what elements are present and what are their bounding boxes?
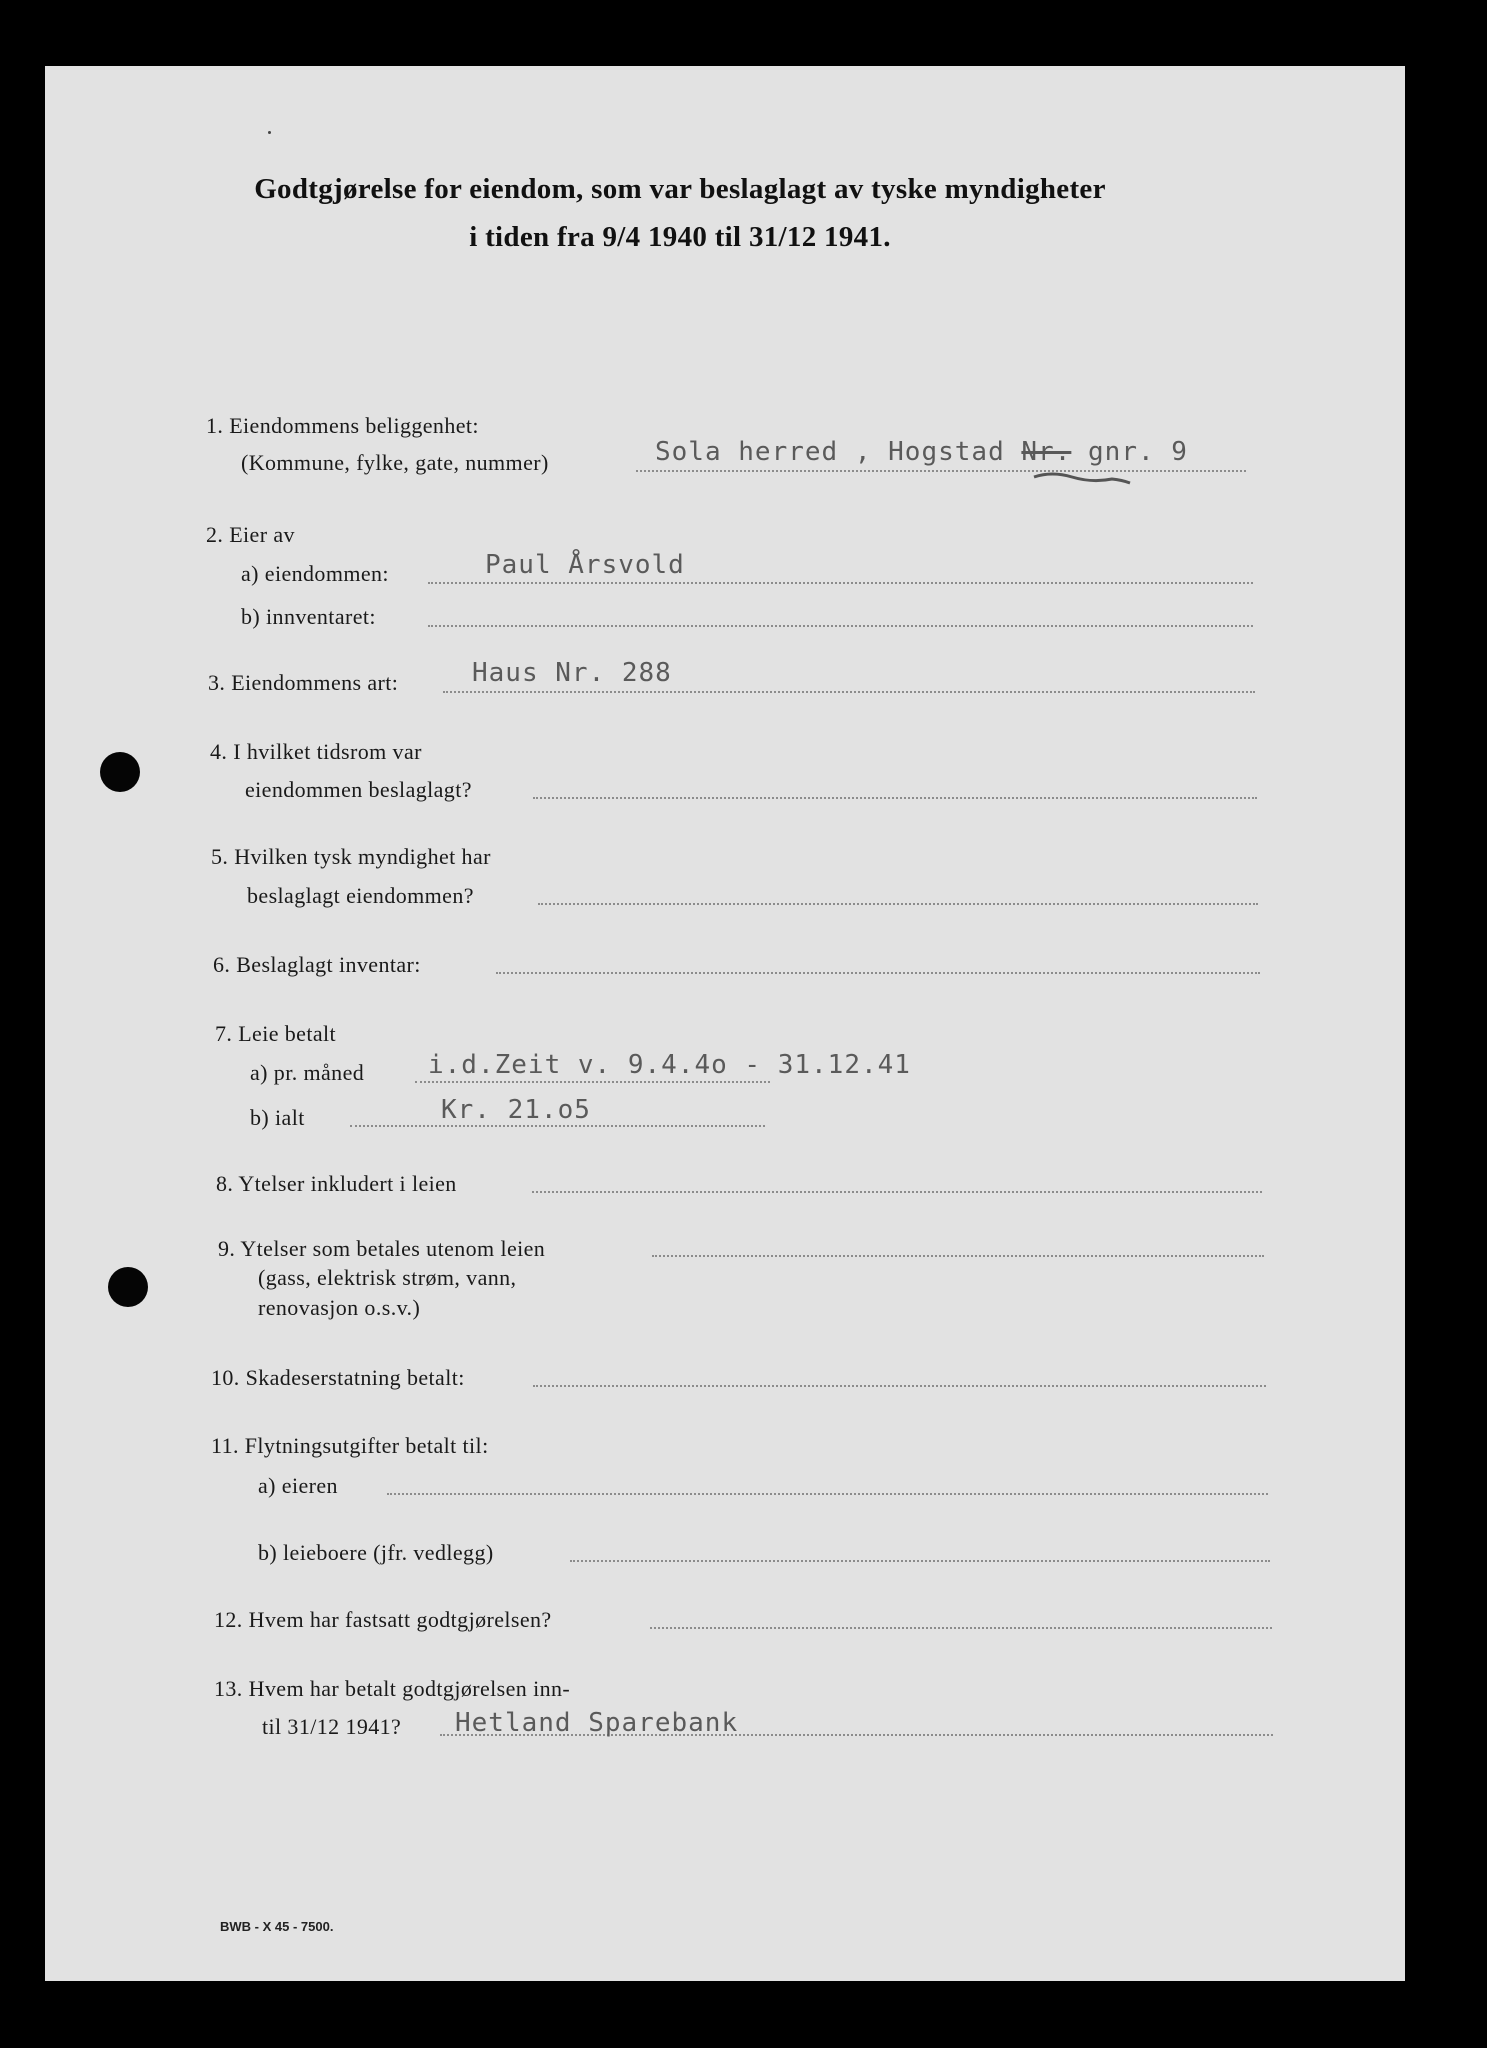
q7a-answer-line — [415, 1081, 770, 1083]
q2b-label: b) innventaret: — [241, 604, 376, 629]
punch-hole-upper — [100, 752, 140, 792]
q1-answer-part1: Sola herred , Hogstad — [655, 437, 1005, 467]
q8-answer-line[interactable] — [532, 1191, 1262, 1193]
q2a-answer[interactable]: Paul Årsvold — [485, 550, 685, 580]
q13-label: 13. Hvem har betalt godtgjørelsen inn- — [214, 1676, 571, 1701]
q6-label: 6. Beslaglagt inventar: — [213, 952, 421, 977]
q1-answer-struck: Nr. — [1021, 437, 1072, 467]
q3-label: 3. Eiendommens art: — [208, 670, 399, 695]
q7b-answer[interactable]: Kr. 21.o5 — [441, 1095, 591, 1125]
q3-answer-line — [443, 691, 1255, 693]
punch-hole-lower — [108, 1267, 148, 1307]
q10-answer-line[interactable] — [533, 1385, 1266, 1387]
q9-sublabel-2: renovasjon o.s.v.) — [258, 1295, 421, 1320]
q2-label: 2. Eier av — [206, 522, 295, 547]
q4-answer-line[interactable] — [533, 797, 1257, 799]
print-code: BWB - X 45 - 7500. — [220, 1919, 334, 1934]
q13-sublabel: til 31/12 1941? — [262, 1714, 402, 1739]
q1-answer[interactable] — [655, 437, 1188, 467]
q5-label: 5. Hvilken tysk myndighet har — [211, 844, 491, 869]
q6-answer-line[interactable] — [496, 972, 1260, 974]
q9-label: 9. Ytelser som betales utenom leien — [218, 1236, 546, 1261]
q11a-answer-line[interactable] — [387, 1493, 1268, 1495]
q12-answer-line[interactable] — [650, 1627, 1272, 1629]
q1-answer-line — [636, 470, 1246, 472]
q11-label: 11. Flytningsutgifter betalt til: — [211, 1433, 489, 1458]
q13-answer[interactable]: Hetland Sparebank — [455, 1708, 739, 1738]
paper-speck — [268, 131, 271, 134]
q5-answer-line[interactable] — [538, 903, 1258, 905]
q7-label: 7. Leie betalt — [215, 1021, 337, 1046]
q7a-label: a) pr. måned — [250, 1060, 365, 1085]
q10-label: 10. Skadeserstatning betalt: — [211, 1365, 465, 1390]
q1-sublabel: (Kommune, fylke, gate, nummer) — [241, 450, 549, 475]
q2a-answer-line — [428, 582, 1253, 584]
ink-squiggle — [1032, 469, 1132, 485]
q2b-answer-line[interactable] — [428, 625, 1253, 627]
q4-sublabel: eiendommen beslaglagt? — [245, 777, 472, 802]
q7b-label: b) ialt — [250, 1105, 305, 1130]
q9-answer-line[interactable] — [652, 1255, 1264, 1257]
q11b-answer-line[interactable] — [570, 1560, 1270, 1562]
q8-label: 8. Ytelser inkludert i leien — [216, 1171, 457, 1196]
q11b-label: b) leieboere (jfr. vedlegg) — [258, 1540, 494, 1565]
q5-sublabel: beslaglagt eiendommen? — [247, 883, 474, 908]
q7a-answer[interactable]: i.d.Zeit v. 9.4.4o - 31.12.41 — [428, 1050, 911, 1080]
q1-label: 1. Eiendommens beliggenhet: — [206, 413, 479, 438]
q2a-label: a) eiendommen: — [241, 561, 389, 586]
q3-answer[interactable]: Haus Nr. 288 — [472, 658, 672, 688]
form-subtitle: i tiden fra 9/4 1940 til 31/12 1941. — [469, 221, 891, 253]
q9-sublabel-1: (gass, elektrisk strøm, vann, — [258, 1265, 517, 1290]
q1-answer-part2: gnr. 9 — [1088, 437, 1188, 467]
q4-label: 4. I hvilket tidsrom var — [210, 739, 422, 764]
q7b-answer-line — [350, 1125, 765, 1127]
q12-label: 12. Hvem har fastsatt godtgjørelsen? — [214, 1607, 552, 1632]
q11a-label: a) eieren — [258, 1473, 338, 1498]
form-title: Godtgjørelse for eiendom, som var beslaglagt av tyske myndigheter — [254, 173, 1106, 205]
